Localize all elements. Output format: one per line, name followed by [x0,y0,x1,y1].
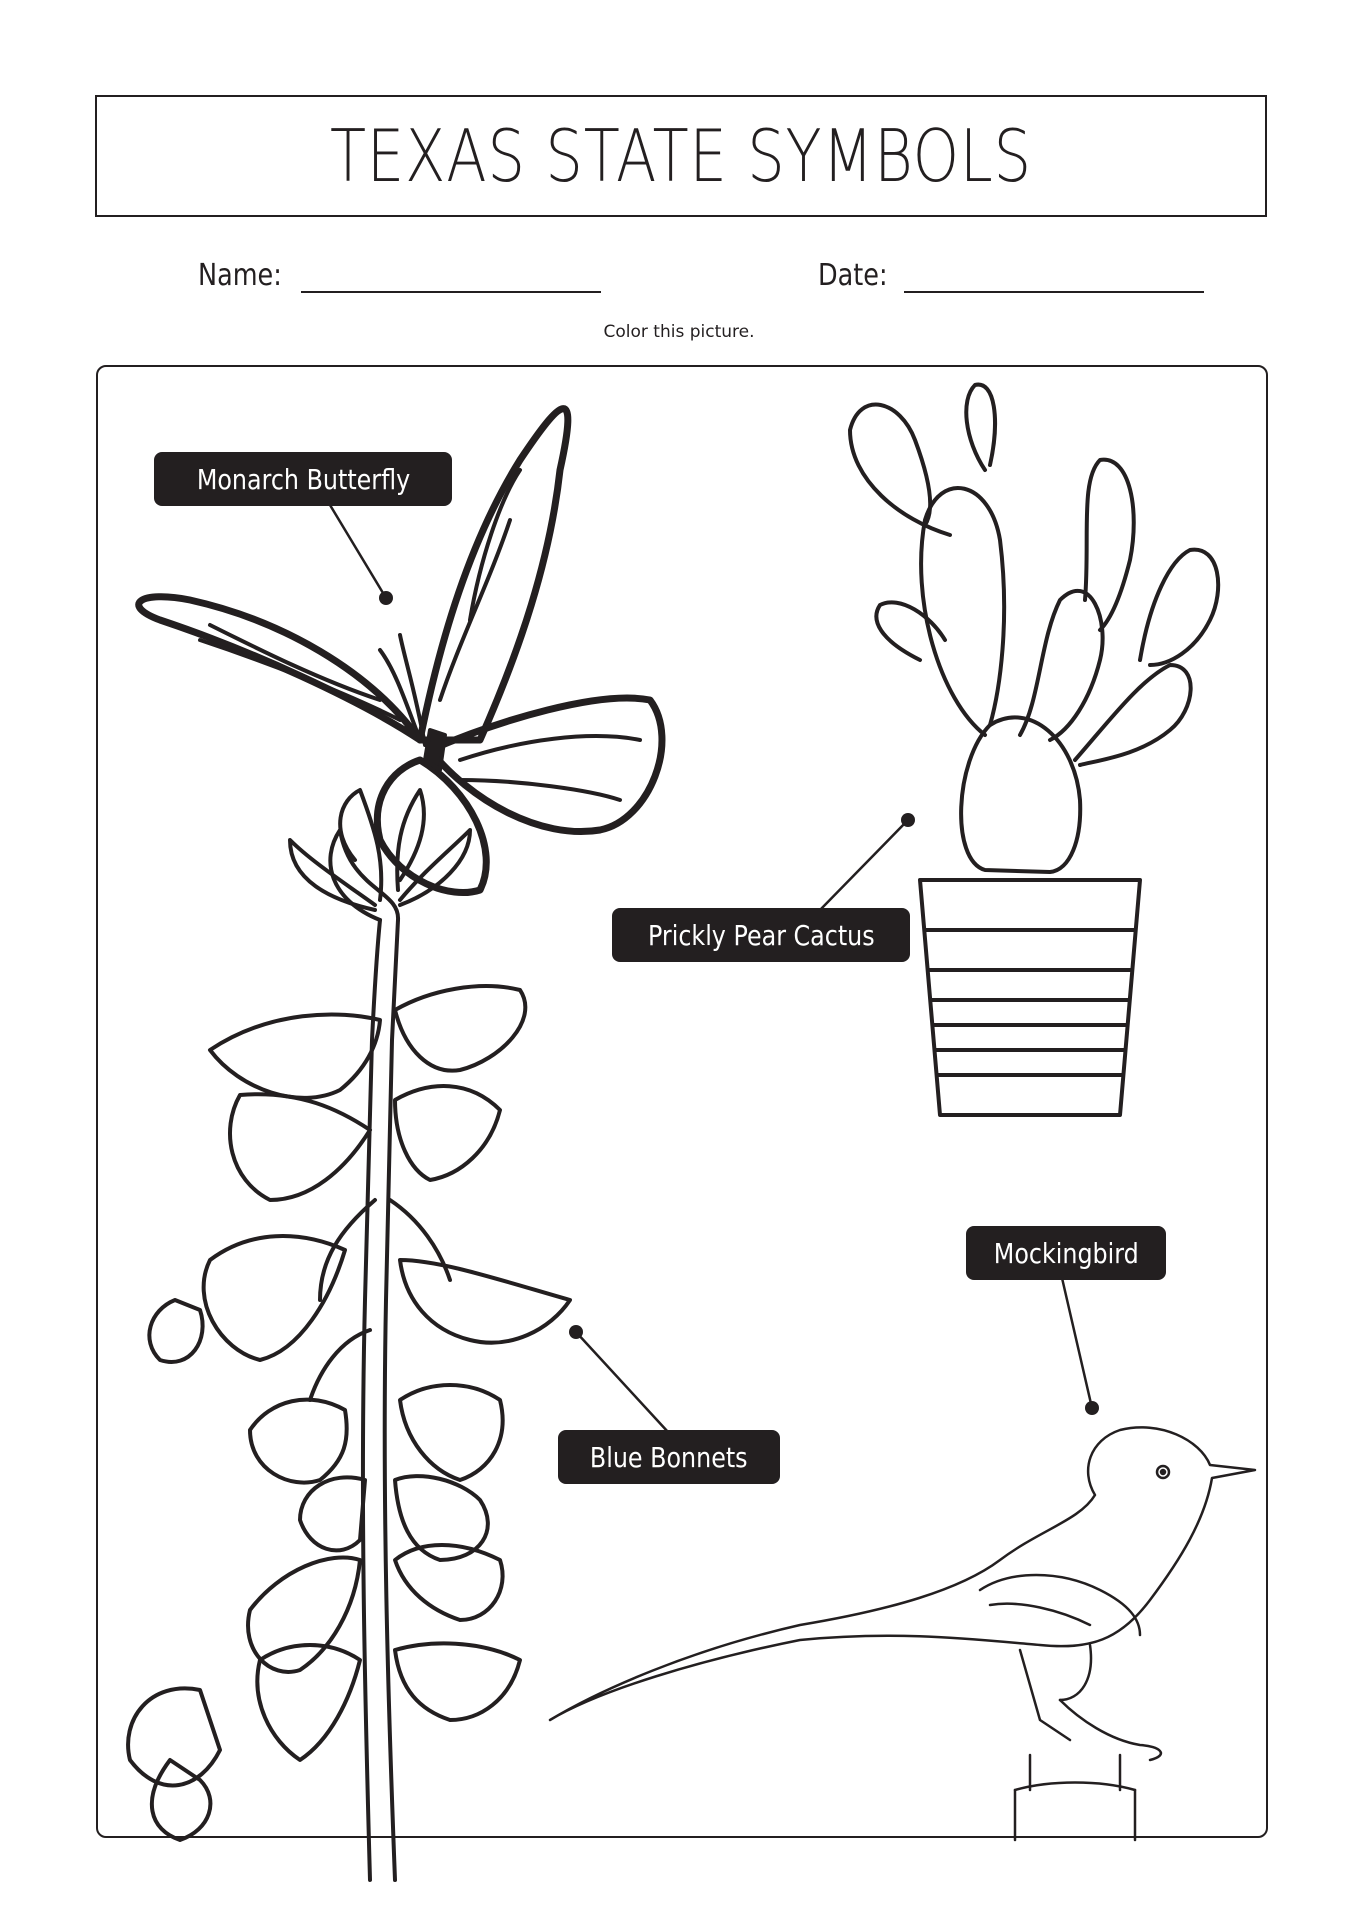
date-label: Date: [818,258,888,293]
label-mockingbird [966,1226,1166,1280]
blue-bonnet-icon [128,790,570,1880]
instruction-text: Color this picture. [603,322,755,342]
prickly-pear-cactus-icon [850,385,1218,1115]
mockingbird-icon [550,1427,1255,1840]
label-monarch-butterfly [154,452,452,506]
label-blue-bonnets-text: Blue Bonnets [590,1440,748,1474]
label-prickly-pear-cactus-text: Prickly Pear Cactus [647,918,875,952]
label-mockingbird-text: Mockingbird [993,1236,1139,1270]
page-title: TEXAS STATE SYMBOLS [330,114,1032,198]
label-blue-bonnets [558,1430,780,1484]
label-monarch-butterfly-text: Monarch Butterfly [196,462,410,496]
name-label: Name: [198,258,282,293]
label-prickly-pear-cactus [612,908,910,962]
